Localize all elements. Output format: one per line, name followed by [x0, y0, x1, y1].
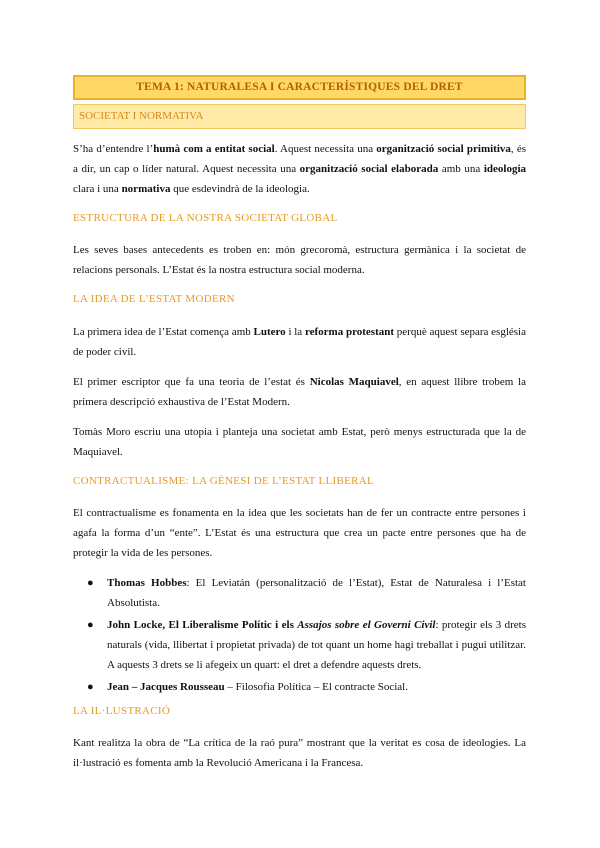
bullet-icon: ● — [87, 577, 94, 589]
paragraph-estructura: Les seves bases antecedents es troben en: món grecoromà, estructura germànica i la societat de relacions personals. L’Estat és la nostra estructura social moderna. — [73, 244, 526, 276]
paragraph-kant: Kant realitza la obra de “La crítica de la raó pura” mostrant que la veritat es cosa de ideologies. La il·lustració es fomenta amb la Revolució Americana i la Francesa. — [73, 737, 526, 769]
paragraph-lutero: La primera idea de l’Estat comença amb Lutero i la reforma protestant perquè aquest separa església de poder civil. — [73, 326, 526, 358]
paragraph-intro: S’ha d’entendre l’humà com a entitat social. Aquest necessita una organització social primitiva, és a dir, un cap o líder natural. Aquest necessita una organització social elaborada amb una ideologia clara i una normativa que esdevindrà de la ideologia. — [73, 143, 526, 195]
page-title: TEMA 1: NATURALESA I CARACTERÍSTIQUES DEL DRET — [73, 75, 526, 100]
heading-estructura: ESTRUCTURA DE LA NOSTRA SOCIETAT GLOBAL — [73, 212, 338, 224]
heading-illustracio: LA IL·LUSTRACIÓ — [73, 705, 171, 717]
bullet-icon: ● — [87, 619, 94, 631]
paragraph-contractualisme: El contractualisme es fonamenta en la idea que les societats han de fer un contracte entre persones i agafa la forma d’un “ente”. L’Estat és una estructura que crea un pacte entre persones que ha de protegir la vida de les persones. — [73, 507, 526, 559]
bullet-icon: ● — [87, 681, 94, 693]
list-item: ● Jean – Jacques Rousseau – Filosofia Política – El contracte Social. — [73, 677, 526, 697]
list-item: ● John Locke, El Liberalisme Polític i els Assajos sobre el Governi Civil: protegir els 3 drets naturals (vida, llibertat i propietat privada) de tot quant un home hagi treballat i pugui utilitzar. A aquests 3 drets se li afegeix un quart: el dret a defendre aquests drets. — [73, 615, 526, 675]
paragraph-moro: Tomàs Moro escriu una utopia i planteja una societat amb Estat, però menys estructurada que la de Maquiavel. — [73, 426, 526, 458]
heading-contractualisme: CONTRACTUALISME: LA GÈNESI DE L’ESTAT LLIBERAL — [73, 475, 375, 487]
list-item: ● Thomas Hobbes: El Leviatán (personalització de l’Estat), Estat de Naturalesa i l’Estat Absolutista. — [73, 573, 526, 613]
heading-estat-modern: LA IDEA DE L’ESTAT MODERN — [73, 293, 235, 305]
paragraph-maquiavel: El primer escriptor que fa una teoria de l’estat és Nicolas Maquiavel, en aquest llibre trobem la primera descripció exhaustiva de l’Estat Modern. — [73, 376, 526, 408]
author-list — [73, 573, 526, 699]
section-subtitle: SOCIETAT I NORMATIVA — [73, 104, 526, 129]
